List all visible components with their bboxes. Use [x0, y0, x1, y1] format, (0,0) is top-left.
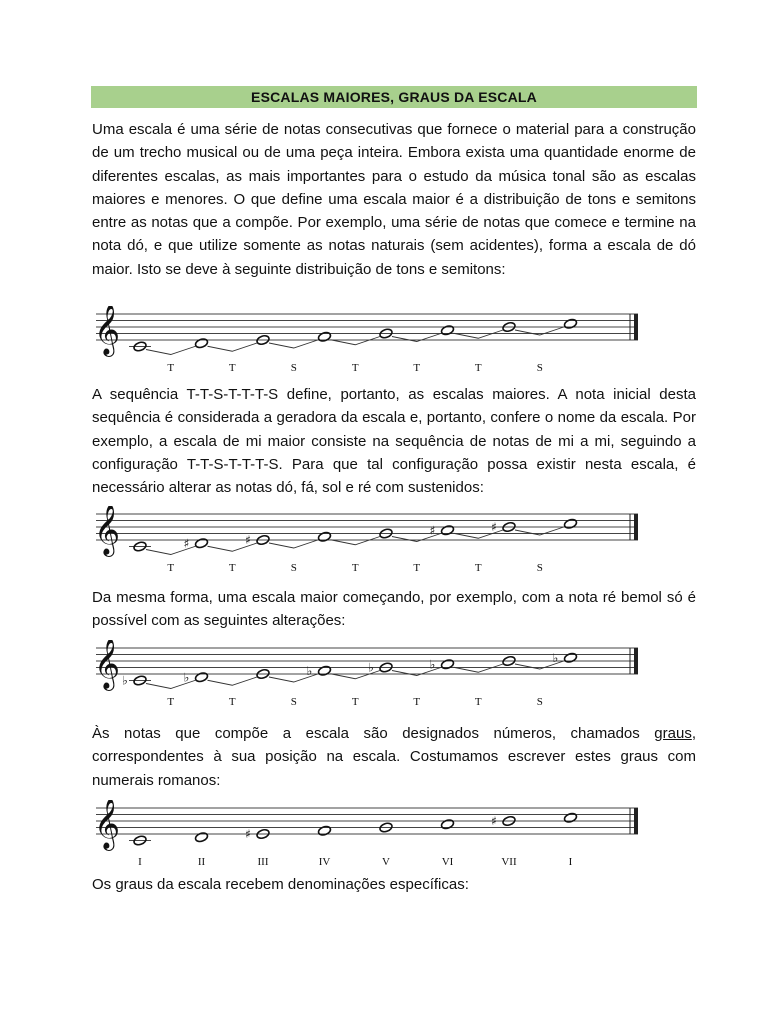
paragraph-sequence: A sequência T-T-S-T-T-T-S define, portanto, as escalas maiores. A nota inicial desta sequência é considerada a geradora da escala e, portanto, confere o nome da escala. Por exemplo, a escala de mi maior consiste na sequência de notas de mi a mi, seguindo a configuração T-T-S-T-T-T-S. Para que tal configuração possa existir nesta escala, é necessário alterar as notas dó, fá, sol e ré com sustenidos:	[92, 386, 696, 497]
staff-d-flat-major	[90, 640, 650, 710]
final-barline	[634, 808, 638, 834]
note-head	[563, 518, 577, 530]
degrees-text-end: , correspondentes à sua posição na escala. Costumamos escrever estes graus com numerais romanos:	[92, 725, 696, 789]
flat-icon: ♭	[306, 663, 313, 678]
paragraph-degrees	[92, 722, 696, 792]
staff-e-major	[90, 506, 650, 576]
interval-label: T	[228, 696, 236, 708]
sharp-icon: ♯	[491, 520, 497, 534]
final-barline	[634, 514, 638, 540]
paragraph-intro: Uma escala é uma série de notas consecutivas que fornece o material para a construção de um trecho musical ou de uma peça inteira. Embora exista uma quantidade enorme de diferentes escalas, as mais importantes para o estudo da música tonal são as escalas maiores e menores. O que define uma escala maior é a distribuição de tons e semitons entre as notas que a compõe. Por exemplo, uma série de notas que comece e termine na nota dó, e que utilize somente as notas naturais (sem acidentes), forma a escala de dó maior. Isto se deve à seguinte distribuição de tons e semitons:	[92, 121, 696, 278]
note-head	[440, 658, 454, 670]
interval-label: T	[474, 562, 482, 574]
note-head	[317, 665, 331, 677]
sharp-icon: ♯	[245, 827, 251, 841]
degree-label: III	[257, 856, 269, 868]
sharp-icon: ♯	[245, 533, 251, 547]
degree-label: I	[568, 856, 573, 868]
note-head	[440, 524, 454, 536]
flat-icon: ♭	[429, 657, 436, 672]
interval-label: S	[290, 362, 297, 374]
interval-bracket	[454, 664, 504, 672]
interval-label: T	[351, 562, 359, 574]
interval-label: S	[536, 696, 543, 708]
note-head	[194, 337, 208, 349]
degree-label: II	[197, 856, 206, 868]
interval-label: T	[167, 696, 175, 708]
degrees-text-start: Às notas que compõe a escala são designados números, chamados	[92, 725, 655, 742]
degree-label: V	[382, 856, 390, 868]
note-head	[194, 537, 208, 549]
flat-icon: ♭	[122, 673, 128, 688]
note-head	[563, 652, 577, 664]
interval-bracket	[331, 537, 381, 545]
flat-icon: ♭	[552, 650, 559, 665]
interval-bracket	[454, 330, 504, 338]
treble-clef-icon: 𝄞	[94, 640, 121, 689]
interval-label: T	[228, 362, 236, 374]
final-barline	[634, 648, 638, 674]
final-barline	[634, 314, 638, 340]
sharp-icon: ♯	[183, 536, 190, 551]
note-head	[317, 331, 331, 343]
note-head	[440, 818, 454, 830]
note-head	[317, 825, 331, 837]
interval-bracket	[208, 677, 258, 685]
interval-label: T	[351, 362, 359, 374]
interval-label: T	[413, 562, 421, 574]
graus-link[interactable]: graus	[654, 725, 692, 742]
sharp-icon: ♯	[491, 814, 497, 828]
degree-label: VI	[441, 856, 454, 868]
interval-bracket	[331, 337, 381, 345]
flat-icon: ♭	[183, 670, 190, 685]
note-head	[563, 812, 577, 824]
staff-c-major	[90, 306, 650, 376]
treble-clef-icon: 𝄞	[94, 306, 121, 355]
degree-label: VII	[501, 856, 517, 868]
treble-clef-icon: 𝄞	[94, 506, 121, 555]
interval-label: T	[413, 696, 421, 708]
interval-label: T	[474, 696, 482, 708]
note-head	[563, 318, 577, 330]
note-head	[194, 831, 208, 843]
note-head	[194, 671, 208, 683]
staff-scale-degrees	[90, 800, 650, 870]
page-title: ESCALAS MAIORES, GRAUS DA ESCALA	[91, 86, 697, 108]
interval-bracket	[269, 340, 319, 348]
note-head	[317, 531, 331, 543]
interval-label: S	[290, 696, 297, 708]
interval-bracket	[146, 346, 196, 354]
interval-label: T	[474, 362, 482, 374]
paragraph-degree-names: Os graus da escala recebem denominações específicas:	[92, 876, 469, 893]
interval-label: S	[290, 562, 297, 574]
degree-label: I	[138, 856, 142, 868]
treble-clef-icon: 𝄞	[94, 800, 121, 849]
interval-label: T	[167, 562, 175, 574]
interval-bracket	[269, 540, 319, 548]
interval-label: S	[536, 562, 543, 574]
degree-label: IV	[318, 856, 331, 868]
interval-label: T	[228, 562, 236, 574]
interval-label: S	[536, 362, 543, 374]
interval-label: T	[413, 362, 421, 374]
flat-icon: ♭	[368, 660, 374, 675]
interval-label: T	[351, 696, 359, 708]
paragraph-d-flat: Da mesma forma, uma escala maior começando, por exemplo, com a nota ré bemol só é possível com as seguintes alterações:	[92, 589, 696, 630]
interval-label: T	[167, 362, 175, 374]
note-head	[440, 324, 454, 336]
sharp-icon: ♯	[429, 523, 436, 538]
interval-bracket	[208, 343, 258, 351]
